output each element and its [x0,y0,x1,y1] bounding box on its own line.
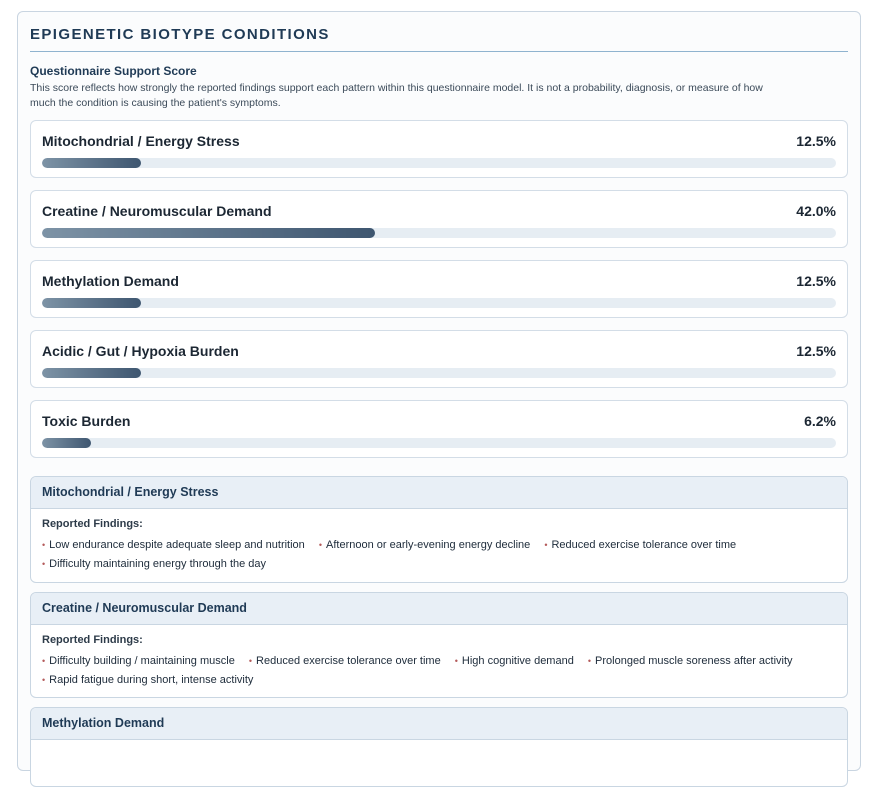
score-value: 12.5% [796,133,836,149]
detail-card-title: Methylation Demand [31,708,847,740]
finding-item [588,652,793,671]
detail-card-title: Mitochondrial / Energy Stress [31,477,847,509]
bullet-icon: • [248,656,253,666]
finding-text: Difficulty maintaining energy through the day [49,558,267,570]
score-card [30,120,848,178]
finding-item [42,671,253,690]
section-title: EPIGENETIC BIOTYPE CONDITIONS [30,26,330,43]
finding-item [455,652,574,671]
score-name: Mitochondrial / Energy Stress [42,133,240,149]
epigenetic-biotype-panel [17,11,861,771]
bullet-icon: • [318,540,323,550]
finding-item [319,536,530,555]
score-card [30,330,848,388]
bullet-icon: • [42,656,46,666]
finding-item [42,555,266,574]
score-track [42,158,836,168]
findings-list [42,652,842,690]
score-bar-fill [42,438,91,448]
score-bar-fill [42,368,141,378]
score-subheading: Questionnaire Support Score [30,64,197,78]
finding-text: Afternoon or early-evening energy decline [326,539,531,551]
score-bar-fill [42,228,375,238]
finding-text: Low endurance despite adequate sleep and nutrition [49,539,305,551]
title-divider [30,51,848,52]
finding-item [42,536,305,555]
finding-text: Reduced exercise tolerance over time [551,539,737,551]
score-track [42,438,836,448]
detail-card [30,476,848,583]
score-track [42,368,836,378]
detail-card [30,592,848,698]
bullet-icon: • [587,656,592,666]
score-name: Creatine / Neuromuscular Demand [42,203,272,219]
score-bar-fill [42,158,141,168]
finding-item [544,536,736,555]
finding-text: Reduced exercise tolerance over time [256,655,441,667]
detail-card [30,707,848,787]
score-card [30,400,848,458]
findings-label: Reported Findings: [42,518,143,530]
score-value: 42.0% [796,203,836,219]
finding-text: High cognitive demand [461,655,574,667]
score-name: Toxic Burden [42,413,131,429]
score-track [42,298,836,308]
score-value: 12.5% [796,343,836,359]
bullet-icon: • [454,656,458,666]
score-bar-fill [42,298,141,308]
finding-item [249,652,441,671]
finding-text: Rapid fatigue during short, intense activity [49,674,254,686]
score-track [42,228,836,238]
bullet-icon: • [42,675,46,685]
bullet-icon: • [544,540,548,550]
bullet-icon: • [42,559,46,569]
findings-list [42,536,842,574]
score-name: Acidic / Gut / Hypoxia Burden [42,343,239,359]
findings-label: Reported Findings: [42,634,143,646]
score-value: 12.5% [796,273,836,289]
score-description: This score reflects how strongly the reported findings support each pattern within this questionnaire model. It is not a probability, diagnosis, or measure of how much the condition is causing the patient's symptoms. [30,82,763,109]
finding-text: Difficulty building / maintaining muscle [49,655,235,667]
score-card [30,260,848,318]
score-name: Methylation Demand [42,273,179,289]
detail-card-title: Creatine / Neuromuscular Demand [31,593,847,625]
finding-text: Prolonged muscle soreness after activity [595,655,793,667]
score-card [30,190,848,248]
bullet-icon: • [42,540,46,550]
score-value: 6.2% [804,413,836,429]
finding-item [42,652,235,671]
